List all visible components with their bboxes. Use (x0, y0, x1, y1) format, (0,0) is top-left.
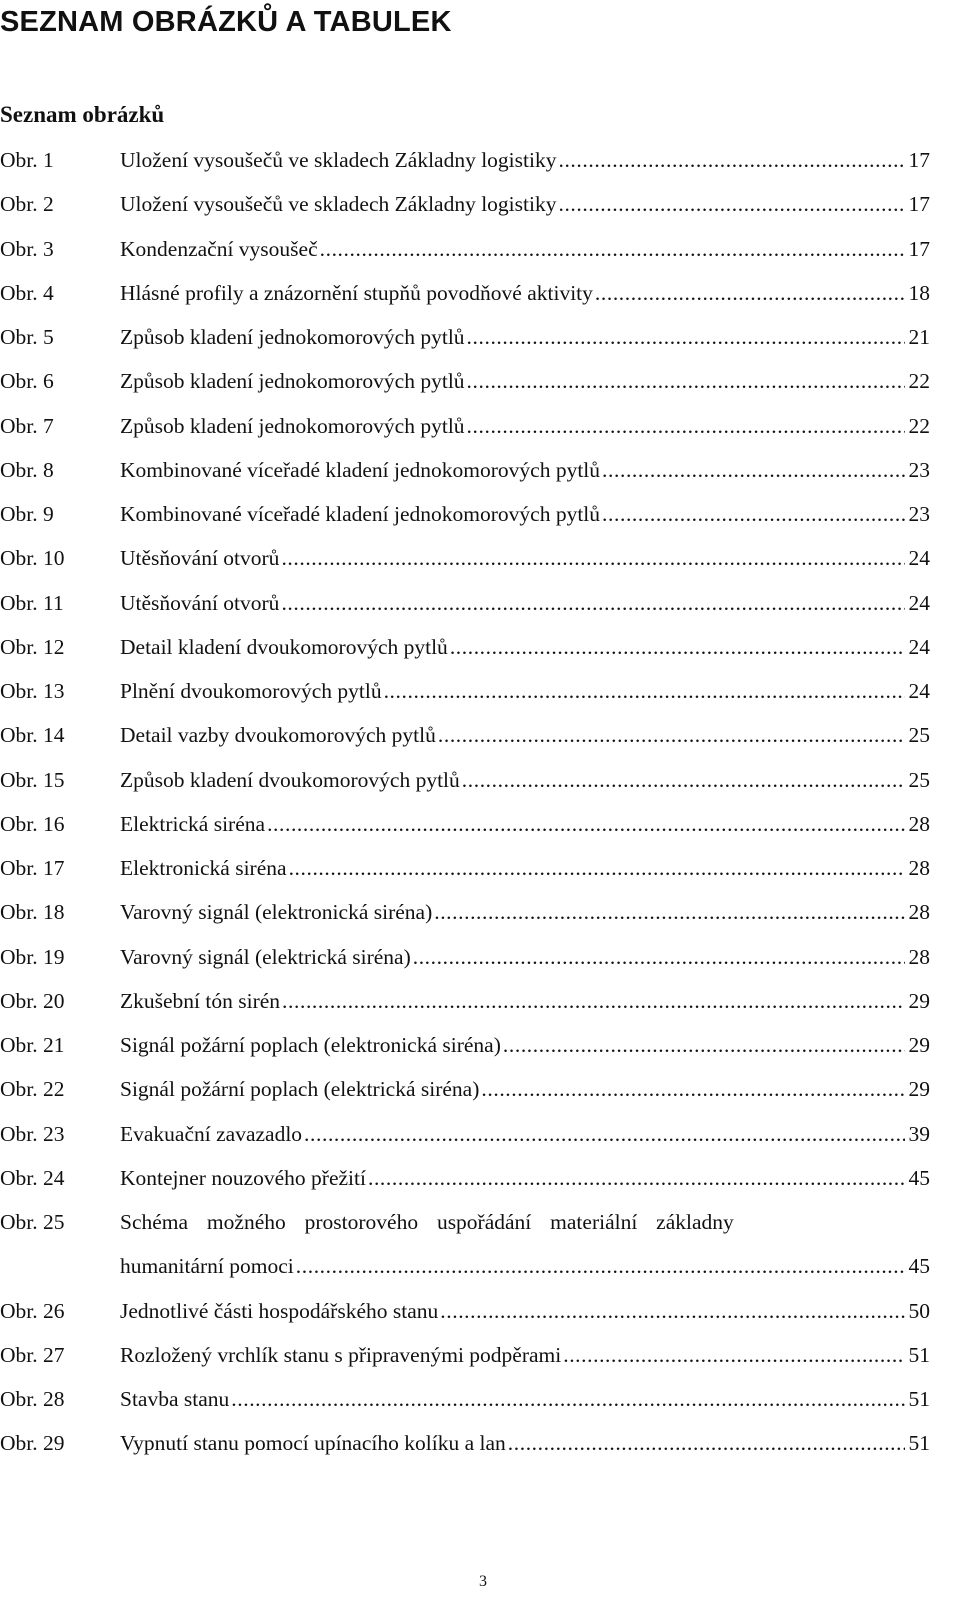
dot-leader (267, 811, 905, 837)
dot-leader (282, 988, 905, 1014)
dot-leader (467, 413, 905, 439)
figure-number: Obr. 3 (0, 236, 54, 261)
list-item[interactable] (0, 669, 930, 713)
figure-title: Stavba stanu (120, 1387, 230, 1411)
figure-number: Obr. 6 (0, 369, 54, 394)
figure-title: Schéma možného prostorového uspořádání materiální základny (120, 1210, 734, 1234)
page-number: 24 (908, 590, 930, 615)
dot-leader (602, 457, 905, 483)
page-number: 28 (908, 856, 930, 880)
dot-leader (508, 1430, 905, 1456)
figure-number: Obr. 5 (0, 325, 54, 349)
figure-number: Obr. 25 (0, 1210, 65, 1234)
dot-leader (384, 678, 905, 704)
page-number: 22 (908, 369, 930, 394)
page-number: 21 (908, 325, 930, 349)
figure-number: Obr. 12 (0, 634, 65, 659)
list-item[interactable] (0, 758, 930, 802)
page-number: 25 (908, 723, 930, 748)
figure-title: Kondenzační vysoušeč (120, 236, 318, 261)
list-item[interactable] (0, 359, 930, 403)
page-number: 29 (908, 1077, 930, 1102)
list-item[interactable] (0, 138, 930, 182)
page-title: SEZNAM OBRÁZKŮ A TABULEK (0, 6, 452, 38)
dot-leader (595, 280, 905, 306)
figure-title: Elektronická siréna (120, 856, 287, 880)
dot-leader (296, 1253, 905, 1279)
list-item[interactable] (0, 1156, 930, 1200)
figure-number: Obr. 29 (0, 1431, 65, 1456)
figure-title: Signál požární poplach (elektronická siréna) (120, 1033, 501, 1057)
figure-title: Varovný signál (elektronická siréna) (120, 900, 433, 925)
list-item[interactable] (0, 492, 930, 536)
dot-leader (467, 368, 905, 394)
page-number: 25 (908, 767, 930, 792)
figure-number: Obr. 9 (0, 502, 54, 526)
dot-leader (467, 324, 905, 350)
page-number: 51 (908, 1431, 930, 1456)
figure-number: Obr. 20 (0, 988, 65, 1013)
figure-number: Obr. 8 (0, 457, 54, 482)
figure-number: Obr. 4 (0, 280, 54, 305)
figure-number: Obr. 11 (0, 590, 64, 615)
dot-leader (440, 1298, 905, 1324)
list-item[interactable] (0, 448, 930, 492)
dot-leader (289, 855, 905, 881)
list-item[interactable] (0, 802, 930, 846)
list-item[interactable] (0, 1067, 930, 1111)
figure-number: Obr. 16 (0, 811, 65, 836)
list-item[interactable] (0, 979, 930, 1023)
page-number: 50 (908, 1298, 930, 1323)
dot-leader (368, 1165, 905, 1191)
list-item[interactable] (0, 1023, 930, 1067)
list-item[interactable] (0, 890, 930, 934)
list-item[interactable] (0, 315, 930, 359)
page-number: 17 (908, 192, 930, 217)
list-item[interactable] (0, 536, 930, 580)
page-number: 24 (908, 634, 930, 659)
figure-title: Detail vazby dvoukomorových pytlů (120, 723, 436, 748)
figure-title: Způsob kladení jednokomorových pytlů (120, 413, 465, 438)
figure-title: Evakuační zavazadlo (120, 1121, 303, 1146)
figure-number: Obr. 27 (0, 1342, 65, 1367)
figure-title: Vypnutí stanu pomocí upínacího kolíku a lan (120, 1431, 506, 1456)
list-item[interactable] (0, 1421, 930, 1465)
page-number: 28 (908, 811, 930, 836)
page-number: 51 (908, 1342, 930, 1367)
figure-number: Obr. 7 (0, 413, 54, 438)
figure-number: Obr. 22 (0, 1077, 65, 1102)
page-number: 23 (908, 502, 930, 526)
list-item[interactable] (0, 846, 930, 890)
figure-number: Obr. 24 (0, 1165, 65, 1190)
figure-list (0, 138, 930, 1466)
figure-title: Uložení vysoušečů ve skladech Základny logistiky (120, 148, 557, 172)
page-number: 29 (908, 988, 930, 1013)
dot-leader (450, 634, 905, 660)
figure-title: Kontejner nouzového přežití (120, 1165, 366, 1190)
figure-number: Obr. 28 (0, 1387, 65, 1411)
list-item[interactable] (0, 1289, 930, 1333)
figure-title: Uložení vysoušečů ve skladech Základny logistiky (120, 192, 557, 217)
page-number: 28 (908, 944, 930, 969)
figure-title-continued: humanitární pomoci (120, 1254, 294, 1279)
list-item[interactable] (0, 581, 930, 625)
page-number: 45 (908, 1254, 930, 1279)
figure-title: Způsob kladení jednokomorových pytlů (120, 325, 465, 349)
figure-number: Obr. 26 (0, 1298, 65, 1323)
page-number: 51 (908, 1387, 930, 1411)
figure-title: Kombinované víceřadé kladení jednokomorových pytlů (120, 502, 601, 526)
figure-number: Obr. 15 (0, 767, 65, 792)
figure-title: Rozložený vrchlík stanu s připravenými podpěrami (120, 1342, 562, 1367)
figure-number: Obr. 14 (0, 723, 65, 748)
list-item[interactable] (0, 404, 930, 448)
dot-leader (462, 767, 905, 793)
list-item[interactable] (0, 1377, 930, 1421)
figure-number: Obr. 17 (0, 856, 65, 880)
page-number: 18 (908, 280, 930, 305)
dot-leader (481, 1076, 905, 1102)
page-number: 45 (908, 1165, 930, 1190)
figure-number: Obr. 21 (0, 1033, 65, 1057)
page-number: 17 (908, 148, 930, 172)
dot-leader (503, 1032, 905, 1058)
dot-leader (413, 944, 905, 970)
figure-number: Obr. 23 (0, 1121, 65, 1146)
figure-title: Hlásné profily a znázornění stupňů povodňové aktivity (120, 280, 593, 305)
dot-leader (563, 1342, 905, 1368)
figure-title: Způsob kladení jednokomorových pytlů (120, 369, 465, 394)
figure-number: Obr. 2 (0, 192, 54, 217)
list-item[interactable] (0, 935, 930, 979)
section-heading: Seznam obrázků (0, 102, 165, 127)
dot-leader (281, 545, 905, 571)
dot-leader (558, 147, 905, 173)
list-item[interactable] (0, 271, 930, 315)
footer-page-number: 3 (479, 1573, 487, 1590)
figure-number: Obr. 10 (0, 546, 65, 571)
figure-number: Obr. 19 (0, 944, 65, 969)
list-item[interactable] (0, 1333, 930, 1377)
dot-leader (304, 1121, 905, 1147)
dot-leader (438, 722, 905, 748)
dot-leader (231, 1386, 905, 1412)
dot-leader (281, 590, 905, 616)
page-number: 23 (908, 457, 930, 482)
page-number: 24 (908, 679, 930, 703)
dot-leader (558, 191, 905, 217)
page-number: 39 (908, 1121, 930, 1146)
page-number: 24 (908, 546, 930, 571)
figure-title: Utěsňování otvorů (120, 590, 280, 615)
page-number: 28 (908, 900, 930, 925)
figure-title: Zkušební tón sirén (120, 988, 281, 1013)
page-number: 22 (908, 413, 930, 438)
list-item[interactable] (0, 625, 930, 669)
figure-title: Varovný signál (elektrická siréna) (120, 944, 411, 969)
figure-title: Kombinované víceřadé kladení jednokomorových pytlů (120, 457, 601, 482)
figure-title: Utěsňování otvorů (120, 546, 280, 571)
page-number: 17 (908, 236, 930, 261)
list-item[interactable] (0, 713, 930, 757)
list-item[interactable] (0, 1112, 930, 1156)
dot-leader (320, 236, 905, 262)
figure-title: Elektrická siréna (120, 811, 266, 836)
dot-leader (602, 501, 905, 527)
figure-title: Způsob kladení dvoukomorových pytlů (120, 767, 460, 792)
figure-title: Plnění dvoukomorových pytlů (120, 679, 382, 703)
list-item[interactable] (0, 227, 930, 271)
page-number: 29 (908, 1033, 930, 1057)
figure-title: Signál požární poplach (elektrická siréna) (120, 1077, 480, 1102)
figure-number: Obr. 1 (0, 148, 54, 172)
figure-title: Detail kladení dvoukomorových pytlů (120, 634, 448, 659)
list-item[interactable] (0, 182, 930, 226)
figure-number: Obr. 13 (0, 679, 65, 703)
figure-number: Obr. 18 (0, 900, 65, 925)
dot-leader (434, 899, 905, 925)
list-item[interactable] (0, 1200, 930, 1289)
figure-title: Jednotlivé části hospodářského stanu (120, 1298, 439, 1323)
